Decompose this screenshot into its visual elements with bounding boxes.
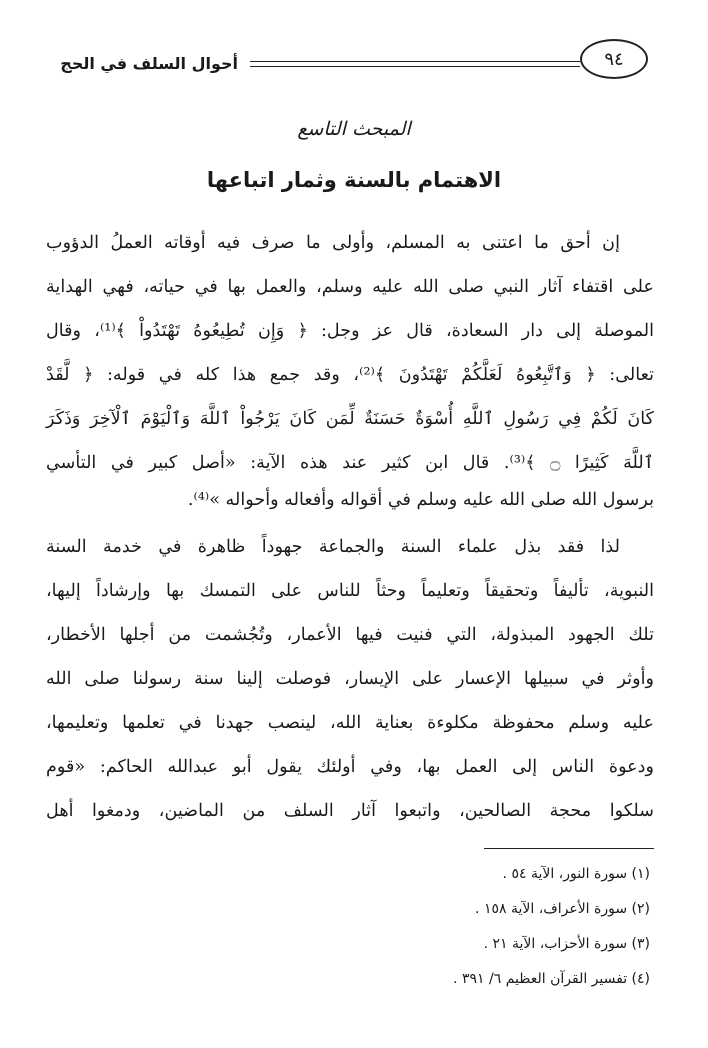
paragraph-line: وأوثر في سبيلها الإعسار على الإيسار، فوصلت إلينا سنة رسولنا صلى الله — [46, 669, 654, 689]
paragraph-line: لذا فقد بذل علماء السنة والجماعة جهوداً ظاهرة في خدمة السنة — [46, 537, 620, 557]
paragraph-line: كَانَ لَكُمْ فِي رَسُولِ ٱللَّهِ أُسْوَةٌ حَسَنَةٌ لِّمَن كَانَ يَرْجُواْ ٱللَّهَ وَٱلْيَوْمَ ٱلْآخِرَ وَذَكَرَ — [46, 409, 654, 429]
section-label: المبحث التاسع — [297, 118, 411, 140]
running-header-title: أحوال السلف في الحج — [60, 54, 238, 73]
footnote-separator — [484, 848, 654, 849]
header-rule — [250, 66, 580, 67]
footnote: (١) سورة النور، الآية ٥٤ . — [502, 866, 650, 882]
paragraph-line: إن أحق ما اعتنى به المسلم، وأولى ما صرف فيه أوقاته العملُ الدؤوب — [46, 233, 620, 253]
footnote: (٤) تفسير القرآن العظيم ٦/ ٣٩١ . — [453, 971, 650, 987]
paragraph-line: النبوية، تأليفاً وتحقيقاً وتعليماً وحثاً للناس على التمسك بها وإرشاداً إليها، — [46, 581, 654, 601]
paragraph-line: تعالى: ﴿ وَٱتَّبِعُوهُ لَعَلَّكُمْ تَهْتَدُونَ ﴾⁽²⁾، وقد جمع هذا كله في قوله: ﴿ لَّقَدْ — [46, 365, 654, 385]
footnote: (٢) سورة الأعراف، الآية ١٥٨ . — [475, 901, 650, 917]
section-title: الاهتمام بالسنة وثمار اتباعها — [206, 168, 502, 192]
paragraph-line: تلك الجهود المبذولة، التي فنيت فيها الأعمار، وتُجُشمت من أجلها الأخطار، — [46, 625, 654, 645]
paragraph-line: ٱللَّهَ كَثِيرًا ۝ ﴾⁽³⁾. قال ابن كثير عند هذه الآية: «أصل كبير في التأسي — [46, 453, 654, 473]
paragraph-line: برسول الله صلى الله عليه وسلم في أقواله وأفعاله وأحواله »⁽⁴⁾. — [187, 490, 654, 510]
paragraph-line: ودعوة الناس إلى العمل بها، وفي أولئك يقول أبو عبدالله الحاكم: «قوم — [46, 757, 654, 777]
paragraph-line: عليه وسلم محفوظة مكلوءة بعناية الله، لينصب جهدنا في تعلمها وتعليمها، — [46, 713, 654, 733]
paragraph-line: الموصلة إلى دار السعادة، قال عز وجل: ﴿ وَإِن تُطِيعُوهُ تَهْتَدُواْ ﴾⁽¹⁾، وقال — [46, 321, 654, 341]
footnote: (٣) سورة الأحزاب، الآية ٢١ . — [483, 936, 650, 952]
page-number: ٩٤ — [580, 39, 648, 79]
paragraph-line: على اقتفاء آثار النبي صلى الله عليه وسلم، والعمل بها في حياته، فهي الهداية — [46, 277, 654, 297]
header-rule — [250, 61, 580, 62]
paragraph-line: سلكوا محجة الصالحين، واتبعوا آثار السلف من الماضين، ودمغوا أهل — [46, 801, 654, 821]
